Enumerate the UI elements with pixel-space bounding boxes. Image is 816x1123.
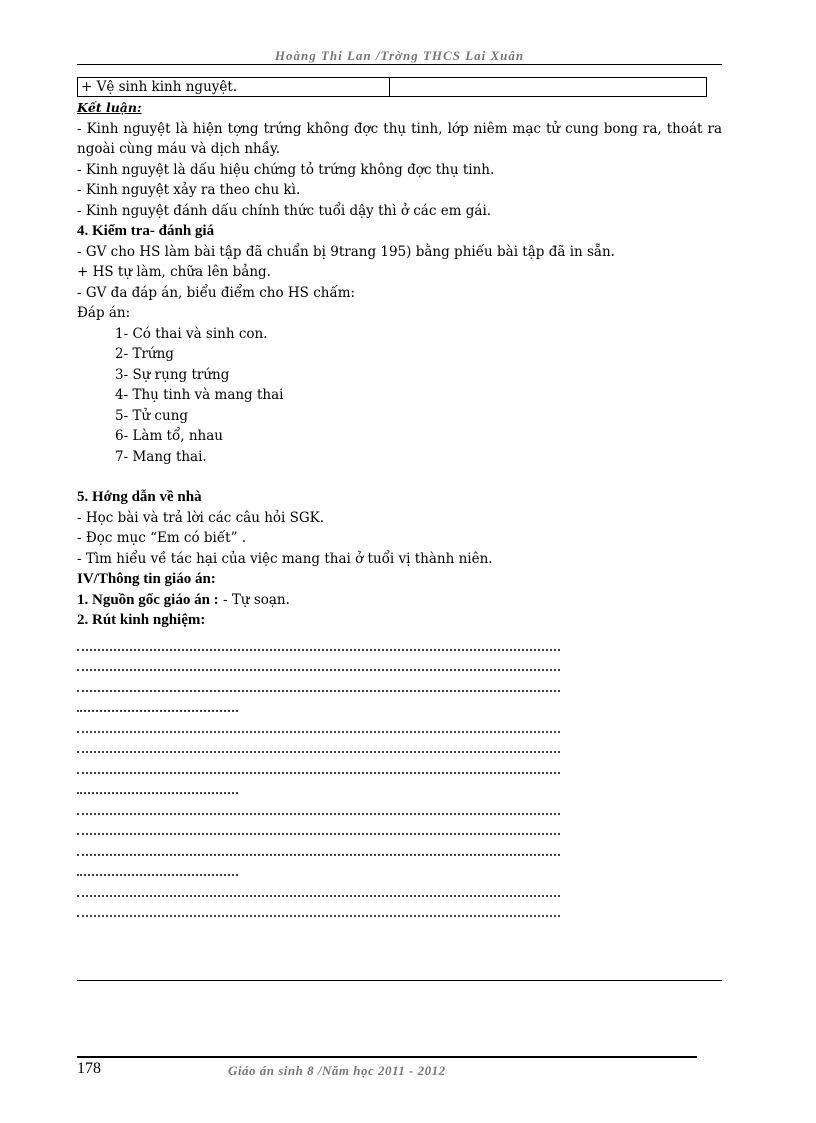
source-value: - Tự soạn. bbox=[218, 591, 290, 608]
table-cell-left: + Vệ sinh kinh nguyệt. bbox=[78, 78, 390, 97]
ket-luan-item: - Kinh nguyệt là dấu hiệu chứng tỏ trứng không đợc thụ tinh. bbox=[77, 161, 495, 178]
ket-luan-item: - Kinh nguyệt xảy ra theo chu kì. bbox=[77, 182, 301, 198]
footer-rule bbox=[77, 1056, 697, 1058]
answer-item: 6- Làm tổ, nhau bbox=[115, 428, 223, 444]
page-number: 178 bbox=[77, 1060, 101, 1077]
dotted-line bbox=[77, 883, 560, 904]
section-4-line: - GV cho HS làm bài tập đã chuẩn bị 9trang 195) bằng phiếu bài tập đã in sẵn. bbox=[77, 243, 615, 260]
dotted-line bbox=[77, 903, 560, 924]
content-table bbox=[77, 77, 707, 97]
dotted-line bbox=[77, 842, 560, 863]
ket-luan-item: - Kinh nguyệt là hiện tợng trứng không đợc thụ tinh, lớp niêm mạc tử cung bong ra, thoát ra ngoài cùng máu và dịch nhầy. bbox=[77, 120, 722, 157]
answers-label: Đáp án: bbox=[77, 305, 131, 321]
section-4-line: - GV đa đáp án, biểu điểm cho HS chấm: bbox=[77, 284, 356, 301]
answer-item: 7- Mang thai. bbox=[115, 448, 207, 465]
source-line bbox=[77, 590, 722, 611]
dotted-line bbox=[77, 821, 560, 842]
experience-heading: 2. Rút kinh nghiệm: bbox=[77, 612, 206, 628]
answer-item: 2- Trứng bbox=[115, 346, 174, 362]
page-body bbox=[77, 98, 722, 924]
spacer bbox=[77, 467, 722, 487]
ket-luan-label: Kết luận: bbox=[77, 100, 142, 115]
header-rule bbox=[77, 64, 722, 65]
table-row bbox=[78, 78, 707, 97]
source-label: 1. Nguồn gốc giáo án : bbox=[77, 591, 219, 608]
page-footer: Giáo án sinh 8 /Năm học 2011 - 2012 bbox=[228, 1063, 446, 1078]
dotted-line bbox=[77, 760, 560, 781]
dotted-line bbox=[77, 637, 560, 658]
section-4-line: + HS tự làm, chữa lên bảng. bbox=[77, 264, 271, 280]
ket-luan-item: - Kinh nguyệt đánh dấu chính thức tuổi dậy thì ở các em gái. bbox=[77, 202, 492, 219]
section-4-heading: 4. Kiểm tra- đánh giá bbox=[77, 223, 215, 239]
dotted-line bbox=[77, 739, 560, 760]
dotted-line bbox=[77, 719, 560, 740]
dotted-line bbox=[77, 678, 560, 699]
bottom-rule bbox=[77, 980, 722, 981]
section-5-line: - Tìm hiểu về tác hại của việc mang thai ở tuổi vị thành niên. bbox=[77, 550, 493, 567]
table-cell-right bbox=[390, 78, 707, 97]
dotted-line bbox=[77, 780, 238, 801]
page-header: Hoàng Thi Lan /Trờng THCS Lai Xuân bbox=[274, 48, 525, 63]
dotted-line bbox=[77, 862, 238, 883]
dotted-line bbox=[77, 698, 238, 719]
section-iv-heading: IV/Thông tin giáo án: bbox=[77, 571, 216, 587]
answer-item: 5- Tử cung bbox=[115, 407, 189, 424]
section-5-heading: 5. Hớng dẫn về nhà bbox=[77, 489, 202, 505]
section-5-line: - Đọc mục “Em có biết” . bbox=[77, 530, 247, 546]
answer-item: 1- Có thai và sinh con. bbox=[115, 325, 268, 342]
answer-item: 3- Sự rụng trứng bbox=[115, 366, 230, 383]
dotted-line bbox=[77, 801, 560, 822]
section-5-line: - Học bài và trả lời các câu hỏi SGK. bbox=[77, 509, 325, 526]
answer-item: 4- Thụ tinh và mang thai bbox=[115, 387, 284, 403]
dotted-line bbox=[77, 657, 560, 678]
